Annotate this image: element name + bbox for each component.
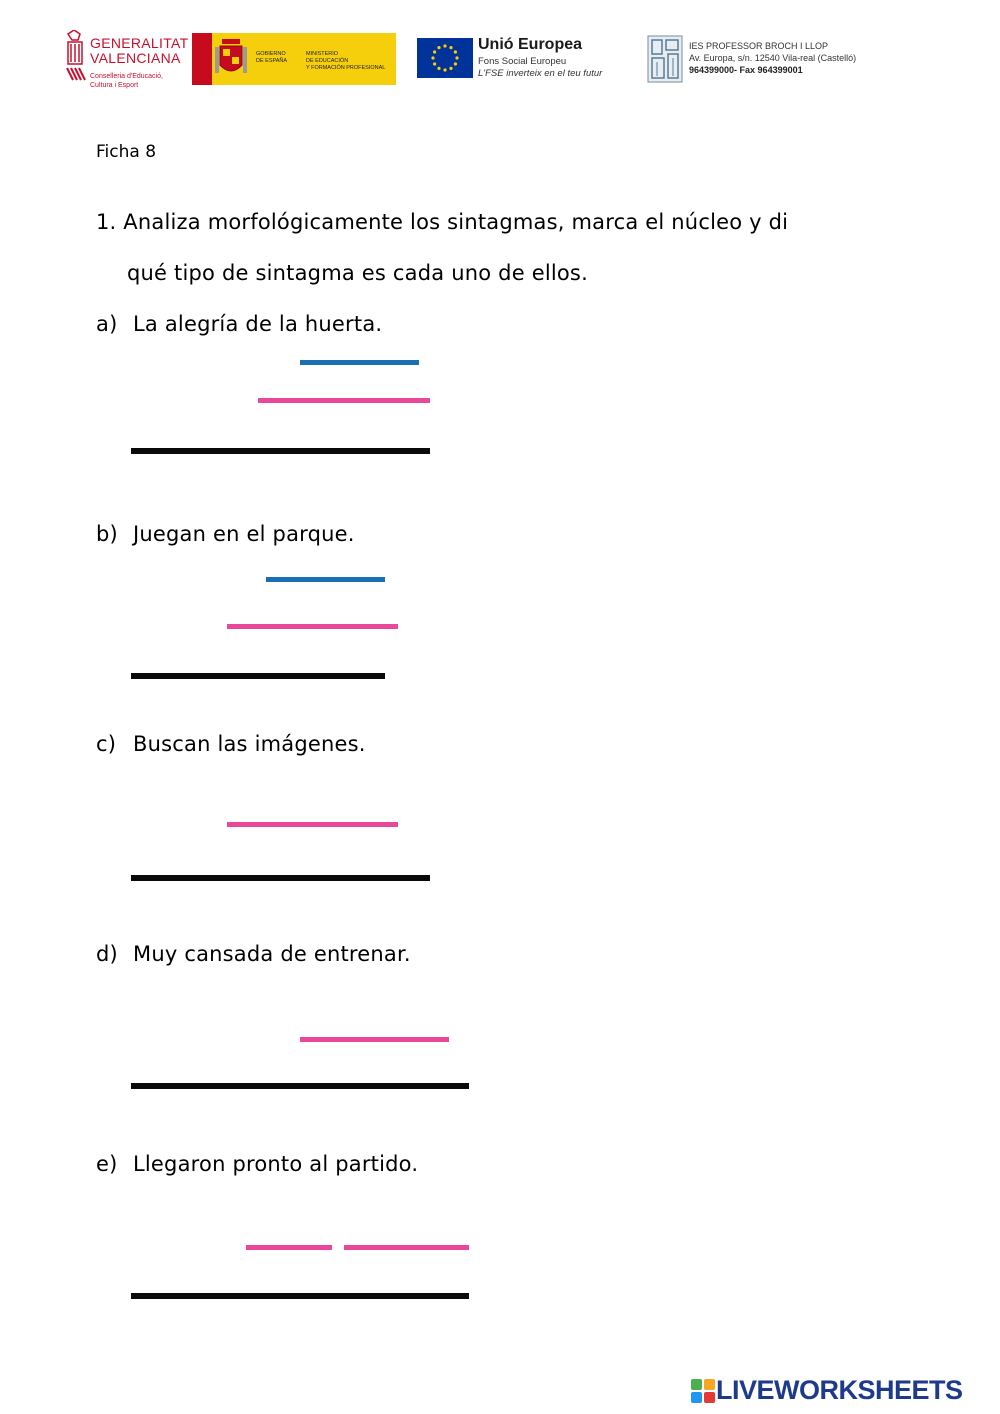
ministerio-line3: Y FORMACIÓN PROFESIONAL xyxy=(306,65,386,71)
item-b xyxy=(96,522,355,546)
item-letter: e) xyxy=(96,1152,118,1176)
gobierno-espana-logo xyxy=(192,33,396,85)
answer-line-pink[interactable] xyxy=(246,1245,332,1250)
answer-line-pink[interactable] xyxy=(258,398,430,403)
gva-sub2: Cultura i Esport xyxy=(90,82,139,89)
answer-line-black[interactable] xyxy=(131,448,430,454)
gobierno-line2: DE ESPAÑA xyxy=(256,58,288,64)
answer-line-black[interactable] xyxy=(131,1293,469,1299)
item-text: La alegría de la huerta. xyxy=(133,312,383,336)
question-line-2: qué tipo de sintagma es cada uno de ellos. xyxy=(127,261,588,285)
eu-slogan: L'FSE inverteix en el teu futur xyxy=(478,68,603,79)
brand-wordmark: LIVEWORKSHEETS xyxy=(716,1375,963,1405)
item-e xyxy=(96,1152,418,1176)
generalitat-valenciana-logo xyxy=(64,28,189,90)
answer-line-black[interactable] xyxy=(131,875,430,881)
item-d xyxy=(96,942,411,966)
item-letter: a) xyxy=(96,312,118,336)
gobierno-line1: GOBIERNO xyxy=(256,51,286,57)
answer-line-blue[interactable] xyxy=(300,360,419,365)
item-text: Muy cansada de entrenar. xyxy=(133,942,411,966)
answer-line-pink[interactable] xyxy=(227,822,398,827)
item-letter: b) xyxy=(96,522,118,546)
item-letter: d) xyxy=(96,942,118,966)
ies-phone: 964399000- Fax 964399001 xyxy=(689,65,803,75)
answer-line-black[interactable] xyxy=(131,1083,469,1089)
gva-sub1: Conselleria d'Educació, xyxy=(90,73,163,80)
ies-name: IES PROFESSOR BROCH I LLOP xyxy=(689,41,829,51)
item-text: Juegan en el parque. xyxy=(133,522,355,546)
school-emblem-icon xyxy=(646,34,684,84)
ministerio-line2: DE EDUCACIÓN xyxy=(306,58,349,64)
question-line-1: 1. Analiza morfológicamente los sintagmas, marca el núcleo y di xyxy=(96,210,789,234)
item-c xyxy=(96,732,366,756)
worksheet-label: Ficha 8 xyxy=(96,142,157,162)
gva-line1: GENERALITAT xyxy=(90,35,189,51)
item-text: Llegaron pronto al partido. xyxy=(133,1152,419,1176)
eu-fund: Fons Social Europeu xyxy=(478,56,567,67)
ies-logo xyxy=(646,34,886,86)
answer-line-blue[interactable] xyxy=(266,577,385,582)
gva-line2: VALENCIANA xyxy=(90,50,181,66)
ministerio-line1: MINISTERIO xyxy=(306,51,339,57)
answer-line-pink[interactable] xyxy=(300,1037,449,1042)
item-text: Buscan las imágenes. xyxy=(133,732,366,756)
ies-address: Av. Europa, s/n. 12540 Vila-real (Castelló) xyxy=(689,53,857,63)
union-europea-logo xyxy=(417,38,629,84)
eu-flag-icon xyxy=(417,38,473,78)
answer-line-pink[interactable] xyxy=(227,624,398,629)
answer-line-pink[interactable] xyxy=(344,1245,469,1250)
liveworksheets-brand[interactable] xyxy=(690,1376,990,1408)
answer-line-black[interactable] xyxy=(131,673,385,679)
item-a xyxy=(96,312,382,336)
spain-coat-of-arms-icon xyxy=(214,37,248,81)
liveworksheets-logo-icon xyxy=(690,1378,716,1404)
eu-title: Unió Europea xyxy=(478,36,583,53)
item-letter: c) xyxy=(96,732,117,756)
generalitat-emblem-icon xyxy=(64,30,86,86)
